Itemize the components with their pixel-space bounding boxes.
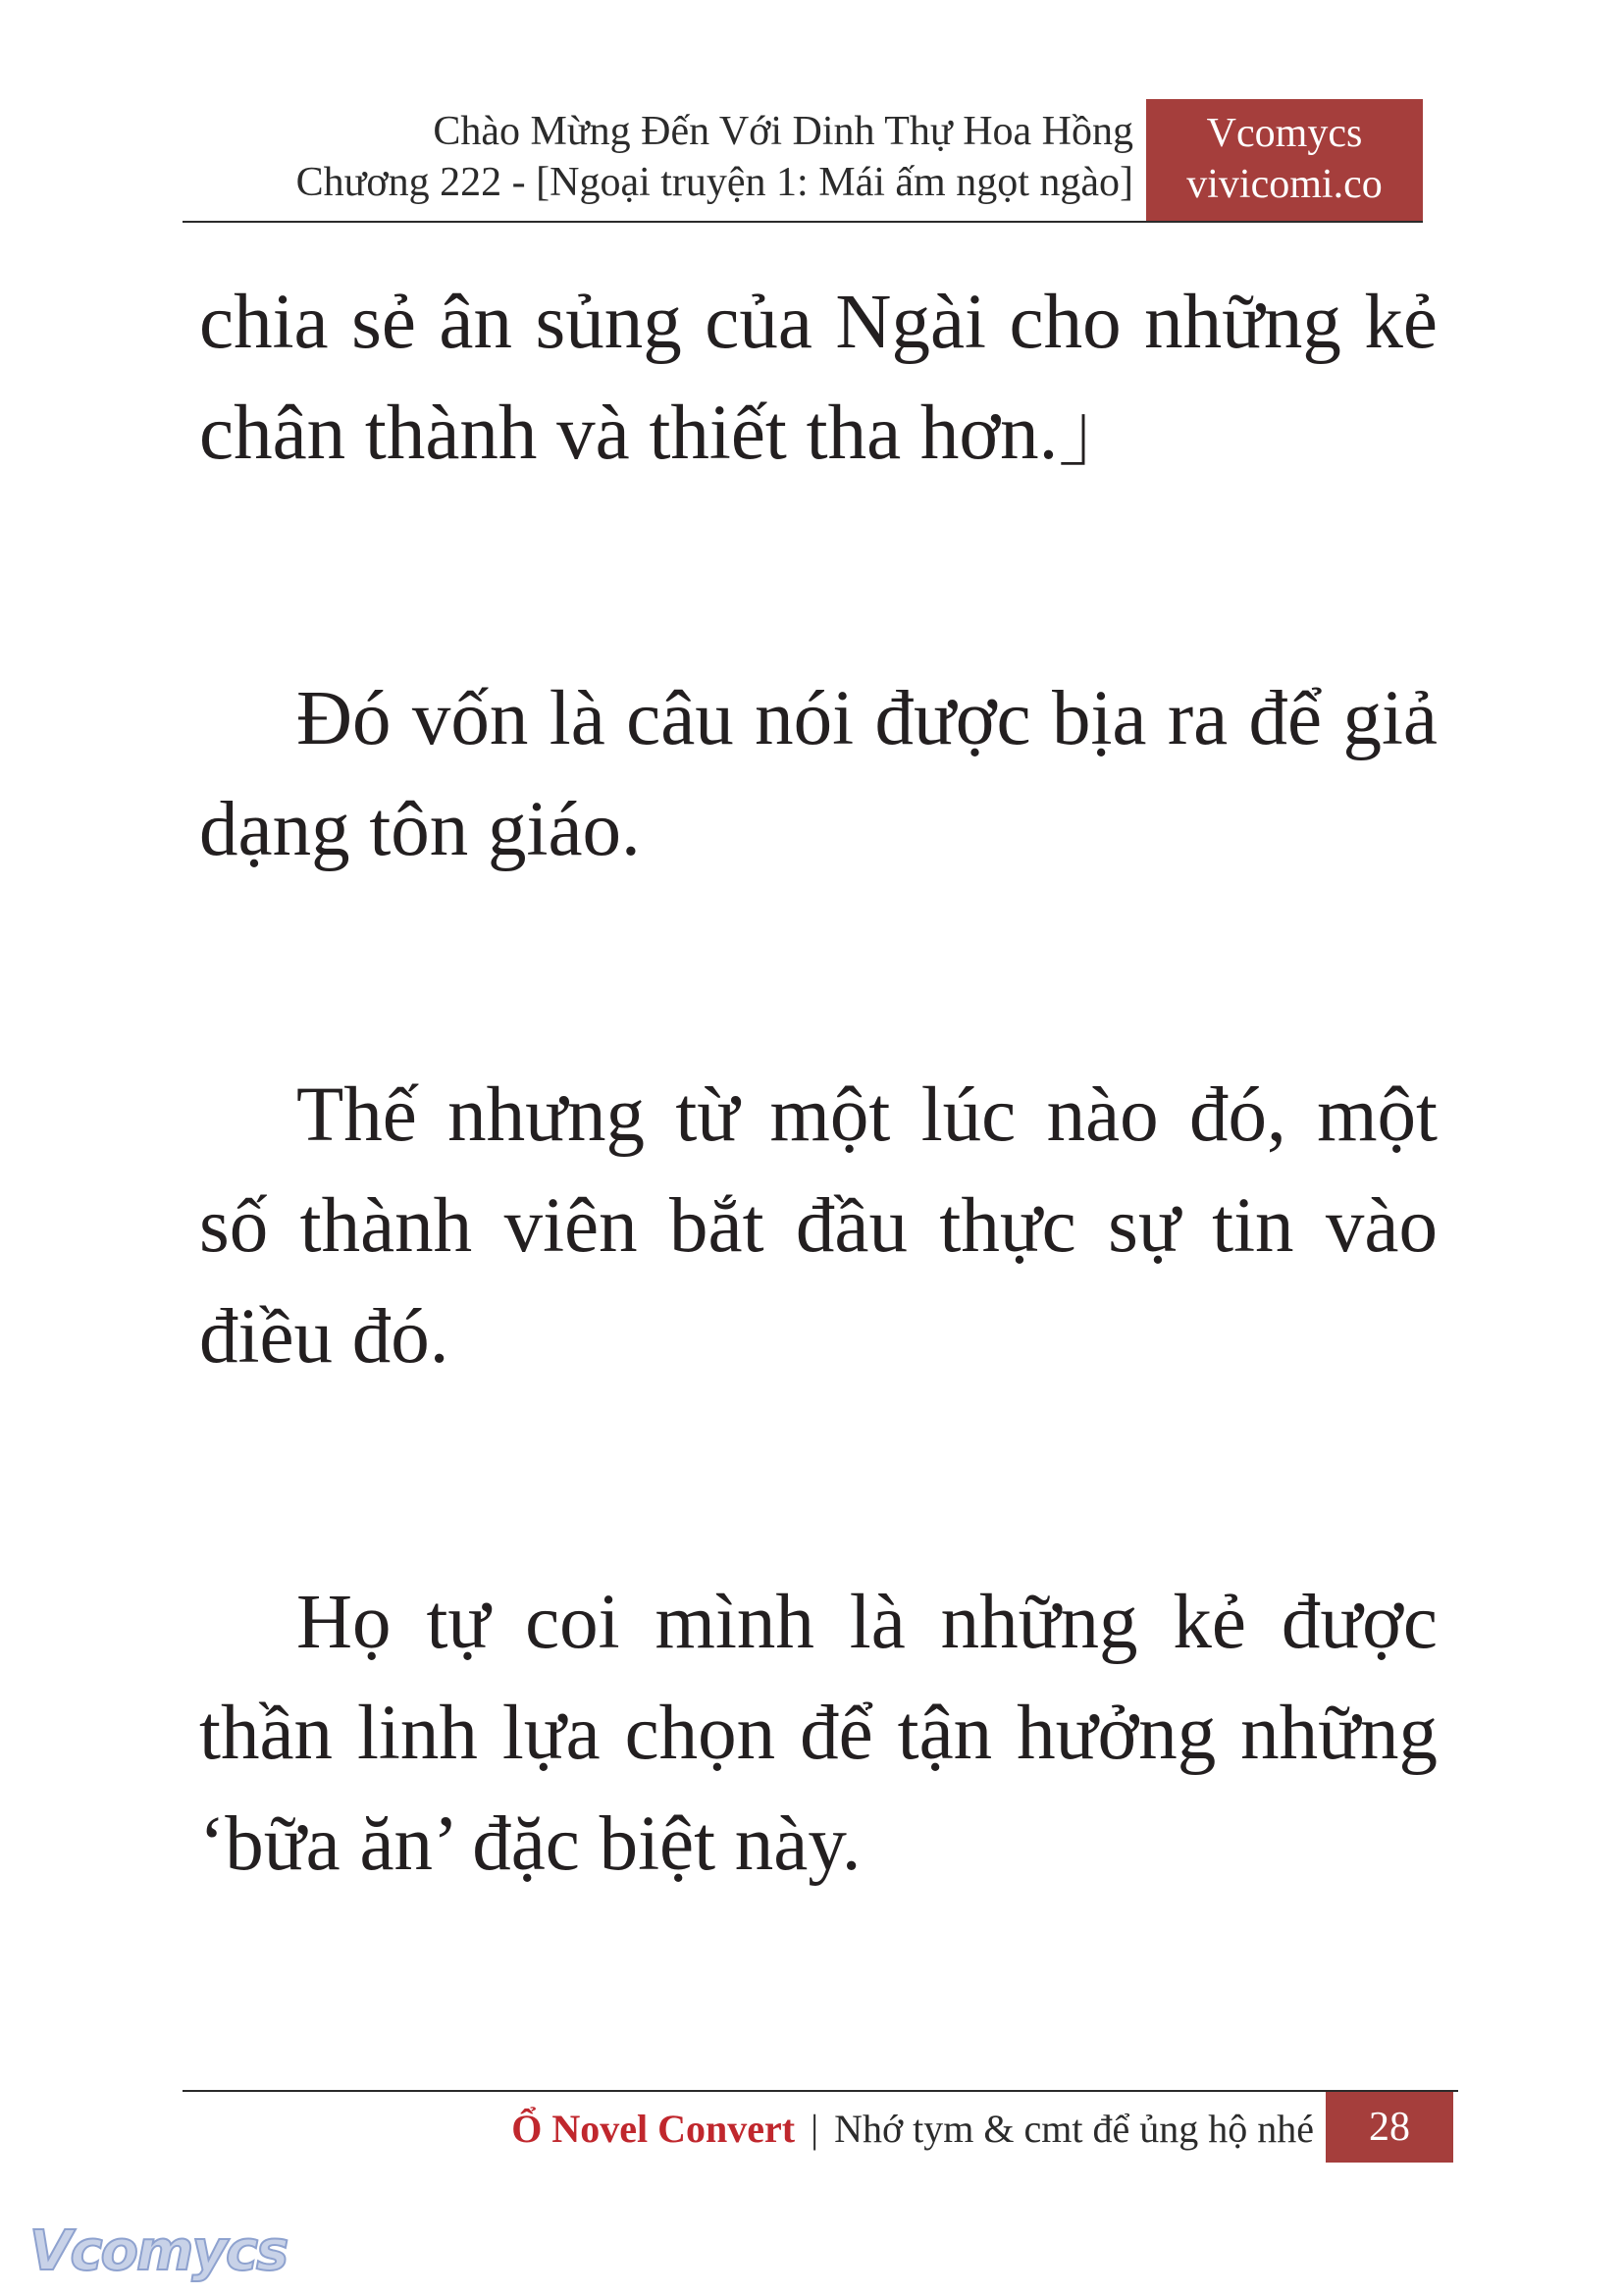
brand-name: Ổ Novel Convert [511,2107,796,2151]
paragraph-3: Thế nhưng từ một lúc nào đó, một số thành viên bắt đầu thực sự tin vào điều đó. [199,1072,1438,1380]
watermark-logo: Vcomycs [29,2219,288,2283]
site-url: vivicomi.co [1186,162,1383,207]
paragraph-1: chia sẻ ân sủng của Ngài cho những kẻ chân thành và thiết tha hơn.」 [199,280,1438,476]
header-divider [183,221,1423,223]
page-body [199,267,1438,2074]
series-title: Chào Mừng Đến Với Dinh Thự Hoa Hồng [433,109,1133,154]
footer-message: Nhớ tym & cmt để ủng hộ nhé [834,2107,1314,2151]
chapter-header [296,106,1133,208]
chapter-title: Chương 222 - [Ngoại truyện 1: Mái ấm ngọt ngào] [295,160,1133,205]
footer-separator: | [811,2107,819,2151]
paragraph-2: Đó vốn là câu nói được bịa ra để giả dạng tôn giáo. [199,676,1438,872]
site-badge [1146,99,1423,221]
site-name: Vcomycs [1206,111,1363,156]
page-number: 28 [1326,2092,1453,2163]
footer [511,2100,1314,2159]
paragraph-4: Họ tự coi mình là những kẻ được thần linh lựa chọn để tận hưởng những ‘bữa ăn’ đặc biệt này. [199,1580,1438,1887]
footer-divider [183,2090,1458,2092]
